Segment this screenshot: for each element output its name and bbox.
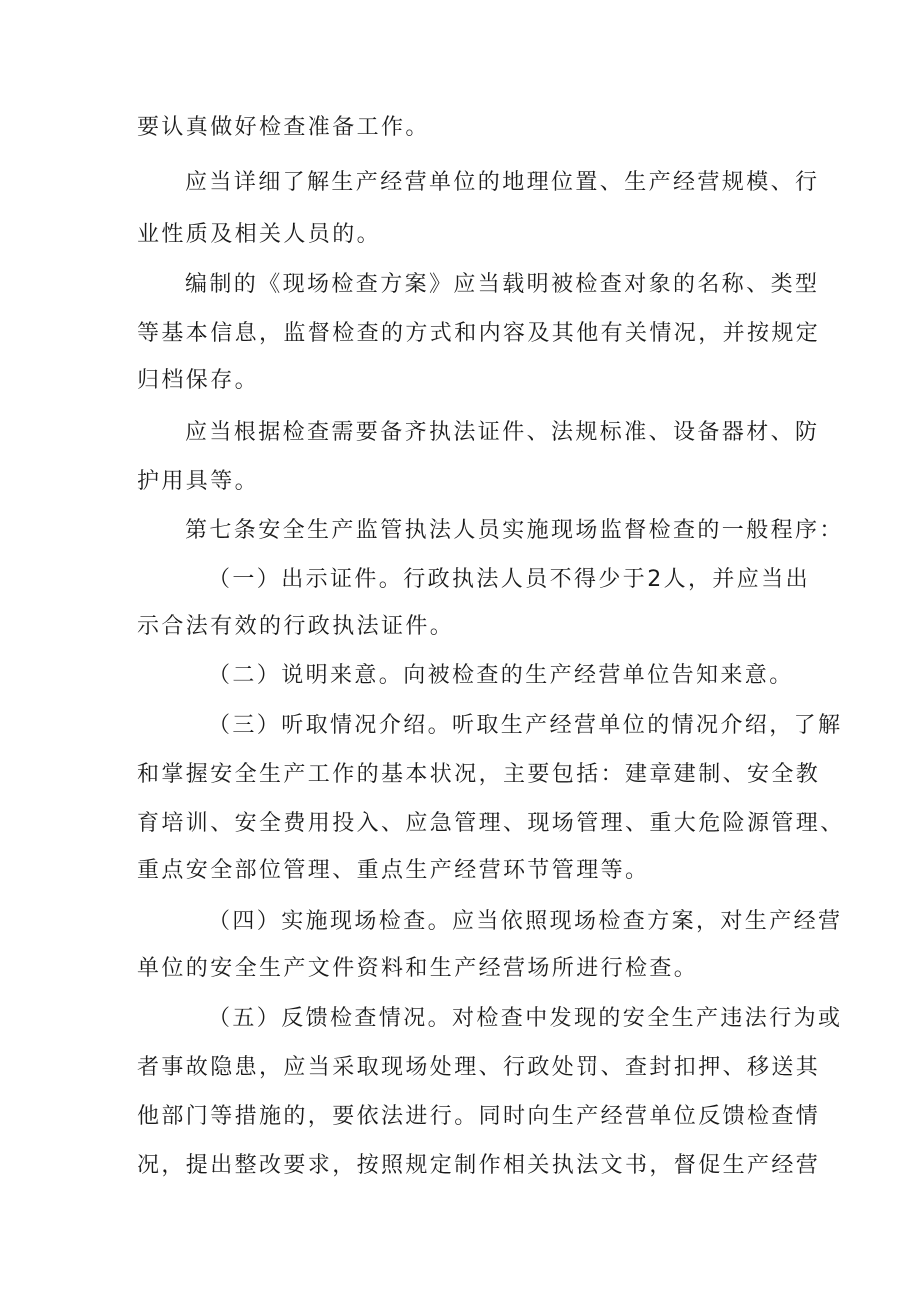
text-line: 和掌握安全生产工作的基本状况，主要包括：建章建制、安全教	[137, 762, 821, 787]
text-line: 等基本信息，监督检查的方式和内容及其他有关情况，并按规定	[137, 321, 821, 346]
text-line: （五）反馈检查情况。对检查中发现的安全生产违法行为或	[208, 1006, 843, 1031]
text-line: 重点安全部位管理、重点生产经营环节管理等。	[137, 858, 650, 883]
text-line: 者事故隐患，应当采取现场处理、行政处罚、查封扣押、移送其	[137, 1055, 821, 1080]
text-line: 示合法有效的行政执法证件。	[137, 614, 455, 639]
text-line: 要认真做好检查准备工作。	[137, 115, 430, 140]
text-line: 况，提出整改要求，按照规定制作相关执法文书，督促生产经营	[137, 1153, 821, 1178]
text-line: 他部门等措施的，要依法进行。同时向生产经营单位反馈检查情	[137, 1104, 821, 1129]
text-line: 单位的安全生产文件资料和生产经营场所进行检查。	[137, 956, 699, 981]
text-line: 应当根据检查需要备齐执法证件、法规标准、设备器材、防	[185, 420, 820, 445]
text-line: 归档保存。	[137, 368, 260, 393]
text-line: 编制的《现场检查方案》应当载明被检查对象的名称、类型	[185, 272, 820, 297]
text-line: （三）听取情况介绍。听取生产经营单位的情况介绍，了解	[208, 713, 843, 738]
text-line: （一）出示证件。行政执法人员不得少于2人，并应当出	[208, 567, 810, 592]
text-line: 应当详细了解生产经营单位的地理位置、生产经营规模、行	[185, 170, 820, 195]
text-line: （四）实施现场检查。应当依照现场检查方案，对生产经营	[208, 909, 843, 934]
text-line: 业性质及相关人员的。	[137, 222, 382, 247]
text-line: （二）说明来意。向被检查的生产经营单位告知来意。	[208, 663, 794, 688]
text-line: 第七条安全生产监管执法人员实施现场监督检查的一般程序：	[185, 518, 844, 543]
text-line: 护用具等。	[137, 469, 260, 494]
text-line: 育培训、安全费用投入、应急管理、现场管理、重大危险源管理、	[137, 811, 845, 836]
